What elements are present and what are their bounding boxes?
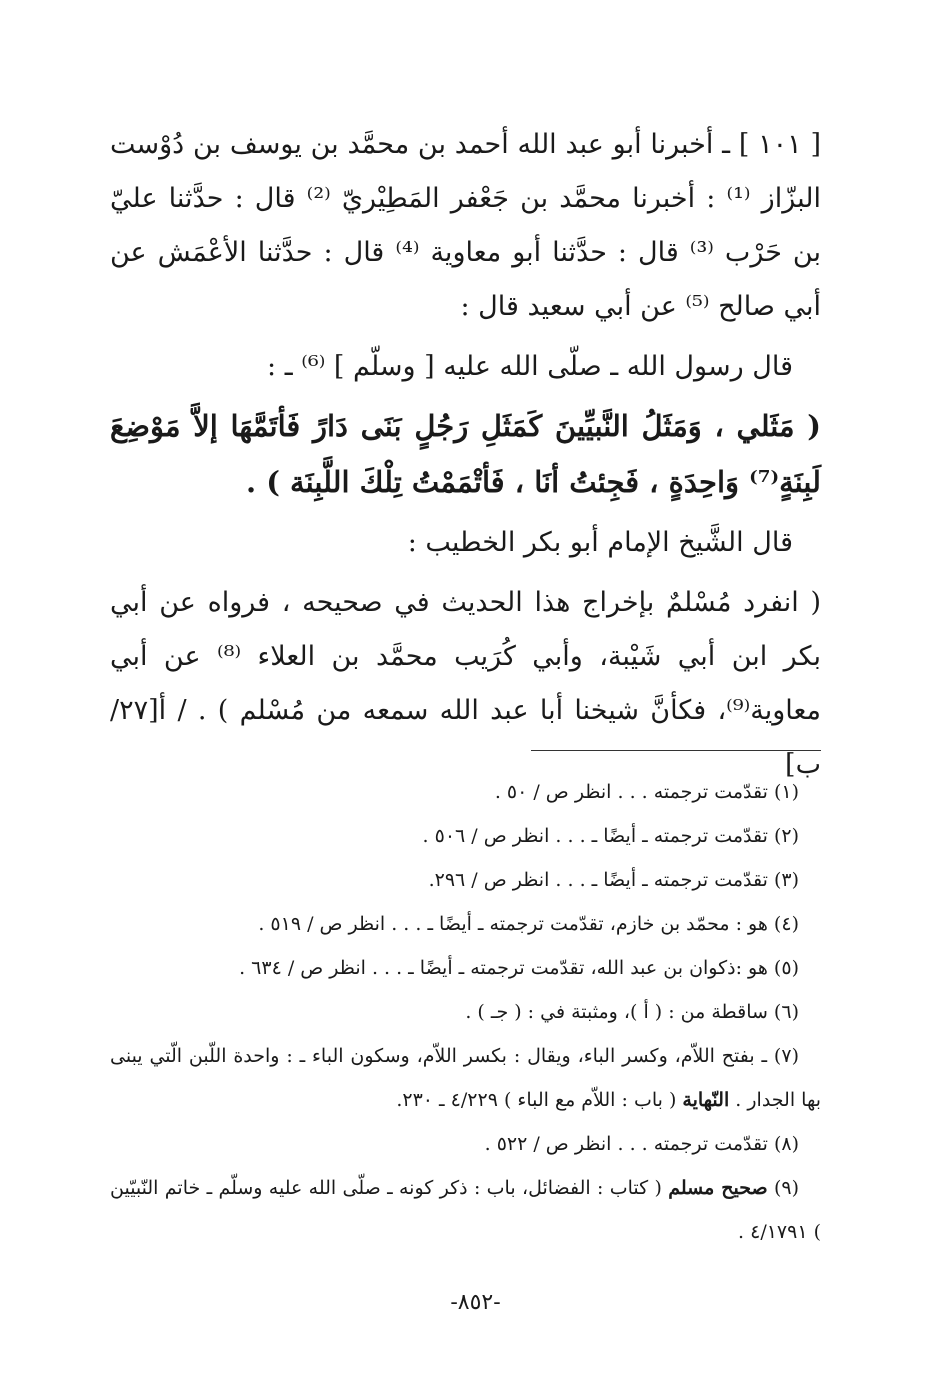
footnotes-section [110, 770, 821, 1254]
footnote-2: (٢) تقدّمت ترجمته ـ أيضًا ـ . . . انظر ص / ٥٠٦ . [422, 825, 799, 847]
footnote-8: (٨) تقدّمت ترجمته . . . انظر ص / ٥٢٢ . [484, 1133, 799, 1155]
footnote-5: (٥) هو :ذكوان بن عبد الله، تقدّمت ترجمته ـ أيضًا ـ . . . انظر ص / ٦٣٤ . [239, 957, 799, 979]
footnote-9-tail: ( كتاب : الفضائل، باب : ذكر كونه ـ صلّى الله عليه وسلّم ـ خاتم النّبيّين ) ٤/١٧٩١ . [110, 1177, 821, 1243]
footnote-7-text: (٧) ـ بفتح اللاّم، وكسر الباء، ويقال : بكسر اللاّم، وسكون الباء ـ : واحدة اللّبن الّتي يبنى بها الجدار . [110, 1045, 821, 1111]
footnote-1: (١) تقدّمت ترجمته . . . انظر ص / ٥٠ . [494, 781, 799, 803]
khatib-comment: ( انفرد مُسْلمٌ بإخراج هذا الحديث في صحيحه ، فرواه عن أبي بكر ابن أبي شَيْبة، وأبي كُرَيب محمَّد بن العلاء ⁽⁸⁾ عن أبي معاوية⁽⁹⁾، فكأنَّ شيخنا أبا عبد الله سمعه من مُسْلم ) . / أ[٢٧/ب] [110, 587, 821, 780]
khatib-comment-intro: قال الشَّيخ الإمام أبو بكر الخطيب : [407, 527, 793, 558]
footnote-7-tail: ( باب : اللاّم مع الباء ) ٤/٢٢٩ ـ ٢٣٠. [396, 1089, 677, 1111]
footnote-3: (٣) تقدّمت ترجمته ـ أيضًا ـ . . . انظر ص / ٢٩٦. [428, 869, 799, 891]
footnote-9-num: (٩) [773, 1177, 799, 1199]
hadith-text: ( مَثَلي ، وَمَثَلُ النَّبيِّينَ كَمَثَلِ رَجُلٍ بَنَى دَارً فَأتَمَّهَا إلاَّ مَوْضِعَ لَبِنَةٍ⁽⁷⁾ وَاحِدَةٍ ، فَجِئتُ أنَا ، فَأتْمَمْتُ تِلْكَ اللَّبِنَة ) . [110, 409, 821, 499]
footnote-divider [531, 750, 821, 751]
footnote-9-source: صحيح مسلم [668, 1177, 768, 1199]
main-text-body [110, 118, 821, 792]
footnote-7 [110, 1034, 821, 1122]
page-number: -٨٥٢- [450, 1290, 501, 1315]
prophet-saying-intro: قال رسول الله ـ صلّى الله عليه [ وسلّم ] ⁽⁶⁾ ـ : [267, 351, 793, 382]
footnote-7-source: النّهاية [682, 1089, 730, 1111]
footnote-4: (٤) هو : محمّد بن خازم، تقدّمت ترجمته ـ أيضًا ـ . . . انظر ص / ٥١٩ . [258, 913, 799, 935]
footnote-9 [110, 1166, 821, 1254]
footnote-6: (٦) ساقطة من : ( أ )، ومثبتة في : ( جـ ) . [465, 1001, 799, 1023]
isnad-paragraph: [ ١٠١ ] ـ أخبرنا أبو عبد الله أحمد بن محمَّد بن يوسف بن دُوْست البزّاز ⁽¹⁾ : أخبرنا محمَّد بن جَعْفر المَطِيْريّ ⁽²⁾ قال : حدَّثنا عليّ بن حَرْب ⁽³⁾ قال : حدَّثنا أبو معاوية ⁽⁴⁾ قال : حدَّثنا الأعْمَش عن أبي صالح ⁽⁵⁾ عن أبي سعيد قال : [110, 129, 821, 322]
